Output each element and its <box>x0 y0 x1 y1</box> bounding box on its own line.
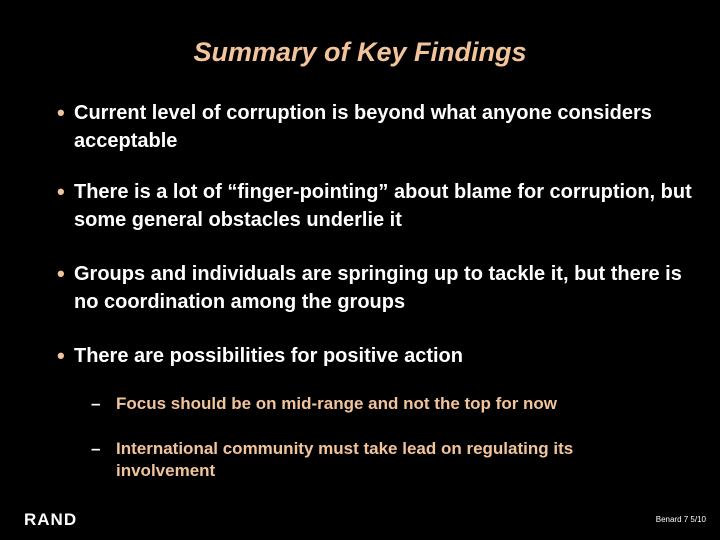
slide-reference: Benard 7 5/10 <box>655 515 706 524</box>
bullet-marker: • <box>57 261 65 286</box>
bullet-text: There are possibilities for positive action <box>74 345 463 367</box>
sub-bullet-marker: – <box>91 439 101 458</box>
bullet-text: Groups and individuals are springing up to tackle it, but there is no coordination among the groups <box>74 263 682 313</box>
bullet-marker: • <box>57 100 65 125</box>
bullet-text: Current level of corruption is beyond what anyone considers acceptable <box>74 102 652 152</box>
bullet-item <box>57 342 697 370</box>
slide-title: Summary of Key Findings <box>193 37 527 67</box>
bullet-item <box>57 260 697 316</box>
sub-bullet-marker: – <box>91 394 101 413</box>
sub-bullet-text: Focus should be on mid-range and not the top for now <box>116 394 558 413</box>
sub-bullet-item <box>91 438 671 482</box>
bullet-item <box>57 178 697 234</box>
bullet-item <box>57 99 697 155</box>
bullet-marker: • <box>57 343 65 368</box>
rand-logo: RAND <box>24 510 78 529</box>
sub-bullet-item <box>91 393 671 415</box>
bullet-marker: • <box>57 179 65 204</box>
bullet-text: There is a lot of “finger-pointing” about blame for corruption, but some general obstacles underlie it <box>74 181 692 231</box>
sub-bullet-text: International community must take lead on regulating its involvement <box>116 439 574 480</box>
